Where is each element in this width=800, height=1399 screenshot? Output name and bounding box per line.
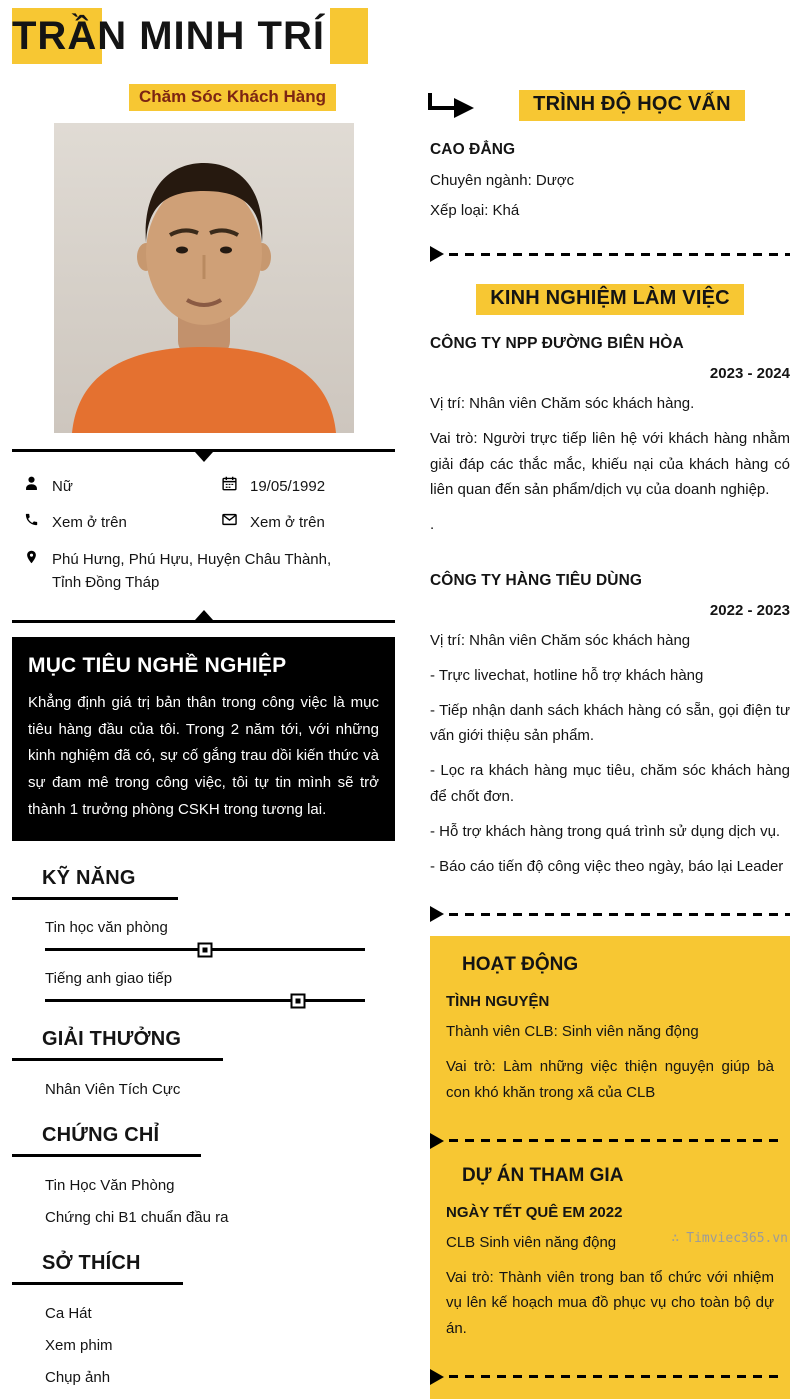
- education-major: Chuyên ngành: Dược: [430, 172, 575, 189]
- watermark-icon: ∴: [671, 1231, 680, 1246]
- address-line2: Tỉnh Đồng Tháp: [52, 573, 160, 591]
- job-title-row: [12, 84, 395, 111]
- projects-title: DỰ ÁN THAM GIA: [462, 1164, 624, 1186]
- personal-info: [12, 461, 395, 596]
- dashed-line: [449, 1139, 780, 1142]
- award-item: Nhân Viên Tích Cực: [45, 1081, 181, 1099]
- envelope-icon: [222, 512, 237, 527]
- job-period: 2023 - 2024: [709, 365, 790, 382]
- hobby-item: Ca Hát: [45, 1305, 92, 1323]
- project-detail: Vai trò: Thành viên trong ban tổ chức với nhiệm vụ lên kế hoạch mua đồ phục vụ cho toàn bộ dự án.: [446, 1268, 774, 1338]
- watermark: [671, 1231, 788, 1246]
- triangle-up-icon: [195, 610, 213, 620]
- gender-field: [24, 475, 222, 498]
- skill-level-marker: [290, 993, 305, 1008]
- awards-title: GIẢI THƯỞNG: [12, 1028, 223, 1061]
- job-title: Chăm Sóc Khách Hàng: [129, 84, 336, 111]
- company-name: CÔNG TY HÀNG TIÊU DÙNG: [430, 571, 643, 589]
- skill-track: [45, 999, 365, 1002]
- phone-field: [24, 511, 222, 534]
- activity-detail: Vai trò: Làm những việc thiện nguyện giúp bà con khó khăn trong xã của CLB: [446, 1058, 774, 1101]
- job-detail: .: [430, 516, 435, 534]
- triangle-right-icon: [430, 1369, 444, 1385]
- candidate-name: TRẦN MINH TRÍ: [12, 14, 325, 58]
- certificate-item: Chứng chi B1 chuẩn đầu ra: [45, 1209, 229, 1227]
- hobbies-title: SỞ THÍCH: [12, 1252, 183, 1285]
- education-degree: CAO ĐẲNG: [430, 141, 516, 158]
- objective-section: [12, 637, 395, 841]
- dashed-line: [449, 253, 790, 256]
- watermark-text: Timviec365.vn: [686, 1231, 788, 1246]
- job-detail: - Tiếp nhận danh sách khách hàng có sẵn, gọi điện tư vấn giới thiệu sản phẩm.: [430, 701, 790, 745]
- left-column: [12, 84, 395, 1386]
- email-field: [222, 511, 395, 534]
- arrow-right-icon: [426, 92, 478, 122]
- address-value: [52, 548, 331, 595]
- job-detail: - Trực livechat, hotline hỗ trợ khách hàng: [430, 666, 704, 684]
- skill-level-marker: [198, 942, 213, 957]
- objective-title: MỤC TIÊU NGHỀ NGHIỆP: [28, 654, 287, 677]
- activities-projects-block: [430, 936, 790, 1399]
- job-detail: Vị trí: Nhân viên Chăm sóc khách hàng.: [430, 395, 695, 412]
- divider-top: [12, 449, 395, 461]
- hobby-item: Xem phim: [45, 1337, 113, 1355]
- activities-subtitle: TÌNH NGUYỆN: [446, 993, 550, 1011]
- skill-label: Tiếng anh giao tiếp: [45, 970, 173, 988]
- job-detail: - Lọc ra khách hàng mục tiêu, chăm sóc khách hàng để chốt đơn.: [430, 762, 790, 805]
- header: [12, 8, 432, 66]
- location-pin-icon: [24, 549, 39, 565]
- education-grade: Xếp loại: Khá: [430, 202, 520, 219]
- dob-field: [222, 475, 395, 498]
- dashed-separator: [430, 906, 790, 922]
- activities-title: HOẠT ĐỘNG: [462, 954, 579, 976]
- skill-label: Tin học văn phòng: [45, 919, 168, 937]
- education-title: TRÌNH ĐỘ HỌC VẤN: [519, 90, 745, 121]
- experience-heading-row: [430, 284, 790, 315]
- hobby-item: Chụp ảnh: [45, 1369, 111, 1387]
- skill-item: [45, 919, 395, 951]
- skills-title: KỸ NĂNG: [12, 867, 178, 900]
- objective-body: Khẳng định giá trị bản thân trong công việc là mục tiêu hàng đầu của tôi. Trong 2 năm tới, với những kinh nghiệm đã có, sự cố gắng trau dồi kiến thức và sự đam mê trong công việc, tôi tự tin mình sẽ trở thành 1 trưởng phòng CSKH trong tương lai.: [28, 694, 379, 818]
- address-field: [24, 548, 395, 595]
- dashed-line: [449, 913, 790, 916]
- address-line1: Phú Hưng, Phú Hựu, Huyện Châu Thành,: [52, 550, 332, 568]
- job-detail: Vai trò: Người trực tiếp liên hệ với khách hàng nhằm giải đáp các thắc mắc, khiếu nại của khách hàng có liên quan đến sản phẩm/dịch vụ của doanh nghiệp.: [430, 429, 790, 499]
- dashed-separator: [430, 1133, 780, 1149]
- phone-icon: [24, 512, 39, 527]
- education-heading-row: [430, 90, 790, 121]
- gender-value: Nữ: [52, 478, 73, 495]
- dashed-line: [449, 1375, 780, 1378]
- profile-photo: [54, 123, 354, 433]
- triangle-down-icon: [195, 452, 213, 462]
- dashed-separator: [430, 246, 790, 262]
- dashed-separator: [430, 1369, 780, 1385]
- triangle-right-icon: [430, 246, 444, 262]
- job-detail: Vị trí: Nhân viên Chăm sóc khách hàng: [430, 631, 691, 649]
- phone-value: Xem ở trên: [52, 514, 127, 532]
- certificates-title: CHỨNG CHỈ: [12, 1124, 201, 1157]
- experience-title: KINH NGHIỆM LÀM VIỆC: [476, 284, 744, 315]
- calendar-icon: [222, 476, 237, 491]
- divider-bottom: [12, 610, 395, 623]
- company-name: CÔNG TY NPP ĐƯỜNG BIÊN HÒA: [430, 335, 684, 352]
- activity-detail: Thành viên CLB: Sinh viên năng động: [446, 1023, 699, 1041]
- triangle-right-icon: [430, 1133, 444, 1149]
- job-detail: - Báo cáo tiến độ công việc theo ngày, báo lại Leader: [430, 857, 784, 875]
- person-icon: [24, 476, 39, 491]
- skill-track: [45, 948, 365, 951]
- job-detail: - Hỗ trợ khách hàng trong quá trình sử dụng dịch vụ.: [430, 822, 781, 840]
- skill-item: [45, 970, 395, 1002]
- email-value: Xem ở trên: [250, 514, 325, 532]
- certificate-item: Tin Học Văn Phòng: [45, 1177, 175, 1195]
- dob-value: 19/05/1992: [250, 478, 326, 495]
- project-detail: CLB Sinh viên năng động: [446, 1233, 617, 1251]
- job-period: 2022 - 2023: [709, 601, 790, 619]
- right-column: [430, 90, 790, 1399]
- project-name: NGÀY TẾT QUÊ EM 2022: [446, 1203, 623, 1221]
- triangle-right-icon: [430, 906, 444, 922]
